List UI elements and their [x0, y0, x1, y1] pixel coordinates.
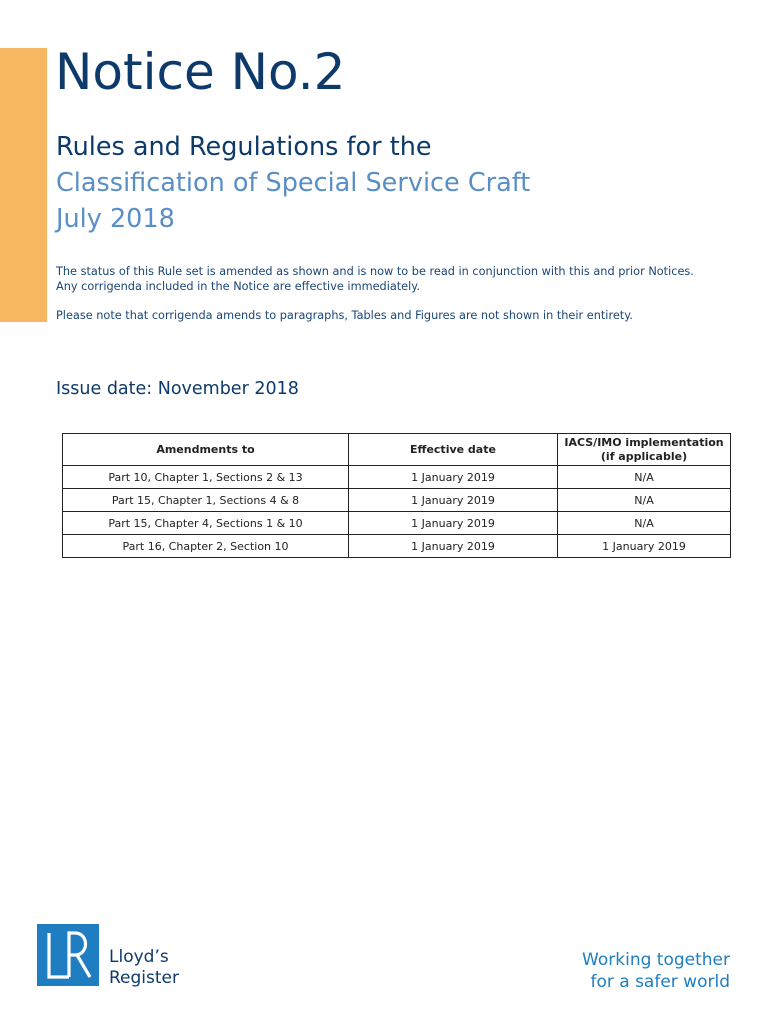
page-title: Notice No.2: [55, 43, 346, 101]
cell-iacs: N/A: [558, 489, 731, 512]
header-iacs: [558, 434, 731, 466]
cell-amendment: Part 15, Chapter 1, Sections 4 & 8: [63, 489, 349, 512]
lr-monogram-icon: [37, 924, 99, 986]
tagline: [582, 949, 730, 993]
subtitle-line-1: Rules and Regulations for the: [56, 132, 432, 162]
accent-bar: [0, 48, 47, 322]
note-paragraph: Please note that corrigenda amends to paragraphs, Tables and Figures are not shown in their entirety.: [56, 309, 633, 322]
table-header-row: [63, 434, 731, 466]
subtitle: [56, 129, 530, 237]
cell-iacs: N/A: [558, 512, 731, 535]
status-paragraph: [56, 264, 694, 294]
cell-effective-date: 1 January 2019: [349, 535, 558, 558]
cell-iacs: N/A: [558, 466, 731, 489]
cell-amendment: Part 15, Chapter 4, Sections 1 & 10: [63, 512, 349, 535]
table-row: [63, 512, 731, 535]
header-iacs-line-2: (if applicable): [600, 449, 688, 463]
logo-line-1: Lloyd’s: [109, 947, 169, 967]
table-row: [63, 489, 731, 512]
subtitle-line-2: Classification of Special Service Craft: [56, 168, 531, 198]
cell-effective-date: 1 January 2019: [349, 512, 558, 535]
header-effective-date: Effective date: [349, 434, 558, 466]
table-row: [63, 535, 731, 558]
amendments-table: [62, 433, 731, 558]
tagline-line-1: Working together: [582, 950, 730, 970]
table-row: [63, 466, 731, 489]
cell-amendment: Part 10, Chapter 1, Sections 2 & 13: [63, 466, 349, 489]
cell-amendment: Part 16, Chapter 2, Section 10: [63, 535, 349, 558]
status-line-1: The status of this Rule set is amended as shown and is now to be read in conjunction with this and prior Notices.: [56, 265, 694, 278]
cell-iacs: 1 January 2019: [558, 535, 731, 558]
logo-line-2: Register: [109, 968, 179, 988]
status-line-2: Any corrigenda included in the Notice are effective immediately.: [56, 280, 420, 293]
header-iacs-line-1: IACS/IMO implementation: [564, 435, 724, 449]
cell-effective-date: 1 January 2019: [349, 489, 558, 512]
header-amendments: Amendments to: [63, 434, 349, 466]
cell-effective-date: 1 January 2019: [349, 466, 558, 489]
subtitle-line-3: July 2018: [56, 204, 175, 234]
tagline-line-2: for a safer world: [590, 972, 730, 992]
logo-wordmark: [109, 947, 179, 989]
issue-date: Issue date: November 2018: [56, 379, 299, 399]
